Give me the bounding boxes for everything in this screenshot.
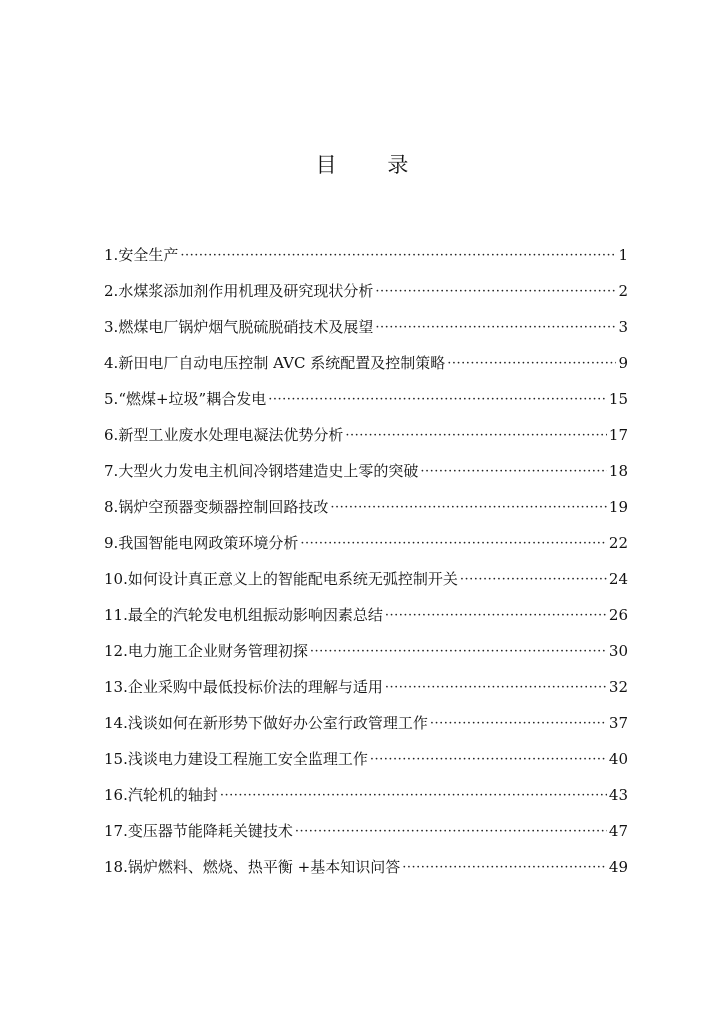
toc-entry-page: 3 — [618, 318, 628, 336]
toc-entry-title: 最全的汽轮发电机组振动影响因素总结 — [127, 606, 383, 624]
toc-entry[interactable] — [104, 386, 628, 422]
toc-leader-dots — [402, 855, 607, 881]
toc-entry[interactable] — [104, 638, 628, 674]
toc-entry[interactable] — [104, 494, 628, 530]
toc-entry-number: 10. — [104, 570, 128, 588]
toc-entry-title: 安全生产 — [118, 246, 179, 264]
toc-entry[interactable] — [104, 314, 628, 350]
toc-leader-dots — [295, 819, 607, 845]
toc-entry-number: 2. — [104, 282, 119, 300]
toc-entry-title: 燃煤电厂锅炉烟气脱硫脱硝技术及展望 — [118, 318, 374, 336]
toc-entry-title: 大型火力发电主机间冷钢塔建造史上零的突破 — [118, 462, 419, 480]
toc-entry[interactable] — [104, 278, 628, 314]
toc-entry-title: 汽轮机的轴封 — [127, 786, 218, 804]
toc-entry[interactable] — [104, 818, 628, 854]
toc-entry[interactable] — [104, 854, 628, 890]
toc-entry-page: 49 — [608, 858, 628, 876]
toc-leader-dots — [447, 351, 616, 377]
toc-entry-page: 2 — [618, 282, 628, 300]
toc-leader-dots — [330, 495, 607, 521]
toc-entry-page: 24 — [608, 570, 628, 588]
toc-entry-page: 18 — [608, 462, 628, 480]
toc-entry[interactable] — [104, 350, 628, 386]
toc-entry-page: 37 — [608, 714, 628, 732]
toc-entry-number: 6. — [104, 426, 119, 444]
toc-entry[interactable] — [104, 422, 628, 458]
toc-entry-page: 26 — [608, 606, 628, 624]
toc-leader-dots — [300, 531, 607, 557]
page-title: 目 录 — [315, 153, 431, 177]
toc-leader-dots — [385, 675, 607, 701]
toc-entry-page: 17 — [608, 426, 628, 444]
toc-entry-title: 水煤浆添加剂作用机理及研究现状分析 — [118, 282, 374, 300]
toc-leader-dots — [180, 243, 616, 269]
toc-entry-number: 12. — [104, 642, 128, 660]
toc-entry-title: 浅谈如何在新形势下做好办公室行政管理工作 — [127, 714, 428, 732]
toc-entry-page: 1 — [618, 246, 628, 264]
toc-leader-dots — [310, 639, 607, 665]
toc-entry[interactable] — [104, 602, 628, 638]
toc-entry-title: “燃煤+垃圾”耦合发电 — [118, 390, 267, 408]
toc-entry-title: 锅炉空预器变频器控制回路技改 — [118, 498, 329, 516]
toc-entry-page: 32 — [608, 678, 628, 696]
toc-entry[interactable] — [104, 566, 628, 602]
toc-leader-dots — [430, 711, 607, 737]
toc-leader-dots — [268, 387, 607, 413]
toc-entry[interactable] — [104, 746, 628, 782]
toc-leader-dots — [370, 747, 607, 773]
toc-entry[interactable] — [104, 530, 628, 566]
toc-entry-title: 我国智能电网政策环境分析 — [118, 534, 299, 552]
toc-entry-number: 8. — [104, 498, 119, 516]
toc-entry-number: 13. — [104, 678, 128, 696]
toc-entry-number: 16. — [104, 786, 128, 804]
toc-list — [104, 242, 628, 890]
toc-entry-page: 9 — [618, 354, 628, 372]
toc-leader-dots — [375, 279, 616, 305]
toc-entry[interactable] — [104, 782, 628, 818]
toc-entry-number: 17. — [104, 822, 128, 840]
toc-entry-page: 15 — [608, 390, 628, 408]
toc-entry-page: 30 — [608, 642, 628, 660]
toc-entry-number: 7. — [104, 462, 119, 480]
toc-entry-number: 3. — [104, 318, 119, 336]
toc-entry-number: 1. — [104, 246, 119, 264]
toc-leader-dots — [420, 459, 607, 485]
toc-entry-number: 15. — [104, 750, 128, 768]
toc-entry-title: 新田电厂自动电压控制 AVC 系统配置及控制策略 — [118, 354, 446, 372]
toc-entry-number: 4. — [104, 354, 119, 372]
toc-leader-dots — [375, 315, 616, 341]
toc-entry-page: 19 — [608, 498, 628, 516]
toc-entry-page: 43 — [608, 786, 628, 804]
toc-entry-title: 电力施工企业财务管理初探 — [127, 642, 308, 660]
toc-entry-number: 5. — [104, 390, 119, 408]
toc-entry-title: 新型工业废水处理电凝法优势分析 — [118, 426, 344, 444]
toc-entry[interactable] — [104, 242, 628, 278]
toc-entry-number: 14. — [104, 714, 128, 732]
toc-leader-dots — [345, 423, 607, 449]
toc-entry-number: 18. — [104, 858, 128, 876]
toc-entry-title: 企业采购中最低投标价法的理解与适用 — [127, 678, 383, 696]
toc-entry[interactable] — [104, 458, 628, 494]
toc-entry-title: 如何设计真正意义上的智能配电系统无弧控制开关 — [127, 570, 458, 588]
toc-leader-dots — [220, 783, 607, 809]
toc-entry[interactable] — [104, 674, 628, 710]
toc-entry-title: 变压器节能降耗关键技术 — [127, 822, 293, 840]
toc-entry-number: 9. — [104, 534, 119, 552]
toc-entry[interactable] — [104, 710, 628, 746]
toc-entry-title: 浅谈电力建设工程施工安全监理工作 — [127, 750, 368, 768]
toc-entry-page: 40 — [608, 750, 628, 768]
toc-leader-dots — [460, 567, 607, 593]
toc-entry-number: 11. — [104, 606, 128, 624]
toc-leader-dots — [385, 603, 607, 629]
toc-entry-title: 锅炉燃料、燃烧、热平衡 +基本知识问答 — [127, 858, 401, 876]
toc-entry-page: 22 — [608, 534, 628, 552]
toc-entry-page: 47 — [608, 822, 628, 840]
